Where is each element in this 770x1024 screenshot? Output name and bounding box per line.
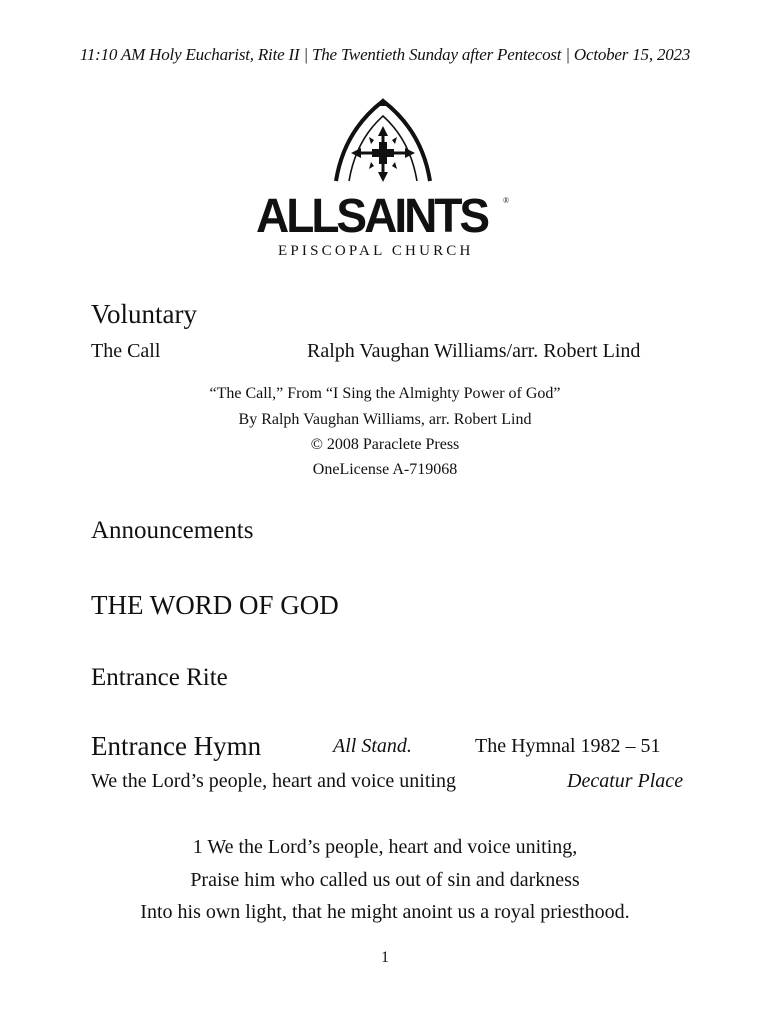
word-of-god-heading: THE WORD OF GOD: [91, 590, 339, 620]
credit-line: By Ralph Vaughan Williams, arr. Robert Lind: [238, 411, 532, 428]
stand-instruction: All Stand.: [333, 735, 412, 757]
hymnal-reference: The Hymnal 1982 – 51: [475, 735, 661, 757]
verse-line: 1 We the Lord’s people, heart and voice uniting,: [192, 836, 578, 858]
logo-wordmark: ALLSAINTS: [256, 187, 488, 243]
verse-line: Into his own light, that he might anoint us a royal priesthood.: [140, 901, 630, 923]
credit-line: OneLicense A-719068: [312, 461, 458, 478]
cross-icon: [351, 126, 415, 182]
credit-line: © 2008 Paraclete Press: [310, 436, 460, 453]
announcements-heading: Announcements: [91, 517, 254, 544]
credit-line: “The Call,” From “I Sing the Almighty Power of God”: [209, 385, 561, 402]
voluntary-composer: Ralph Vaughan Williams/arr. Robert Lind: [307, 340, 641, 362]
logo-trademark: ®: [503, 196, 510, 205]
voluntary-heading: Voluntary: [91, 299, 197, 329]
verse-line: Praise him who called us out of sin and darkness: [190, 869, 580, 891]
entrance-rite-heading: Entrance Rite: [91, 664, 228, 691]
logo-subtitle: EPISCOPAL CHURCH: [278, 243, 474, 259]
hymn-title: We the Lord’s people, heart and voice uniting: [91, 770, 456, 792]
entrance-hymn-heading: Entrance Hymn: [91, 731, 262, 761]
page-number: 1: [381, 949, 389, 966]
church-logo: [252, 96, 514, 266]
hymn-tune: Decatur Place: [567, 770, 684, 792]
service-header: 11:10 AM Holy Eucharist, Rite II | The Twentieth Sunday after Pentecost | October 15, 2023: [79, 45, 691, 64]
voluntary-title: The Call: [91, 340, 161, 362]
